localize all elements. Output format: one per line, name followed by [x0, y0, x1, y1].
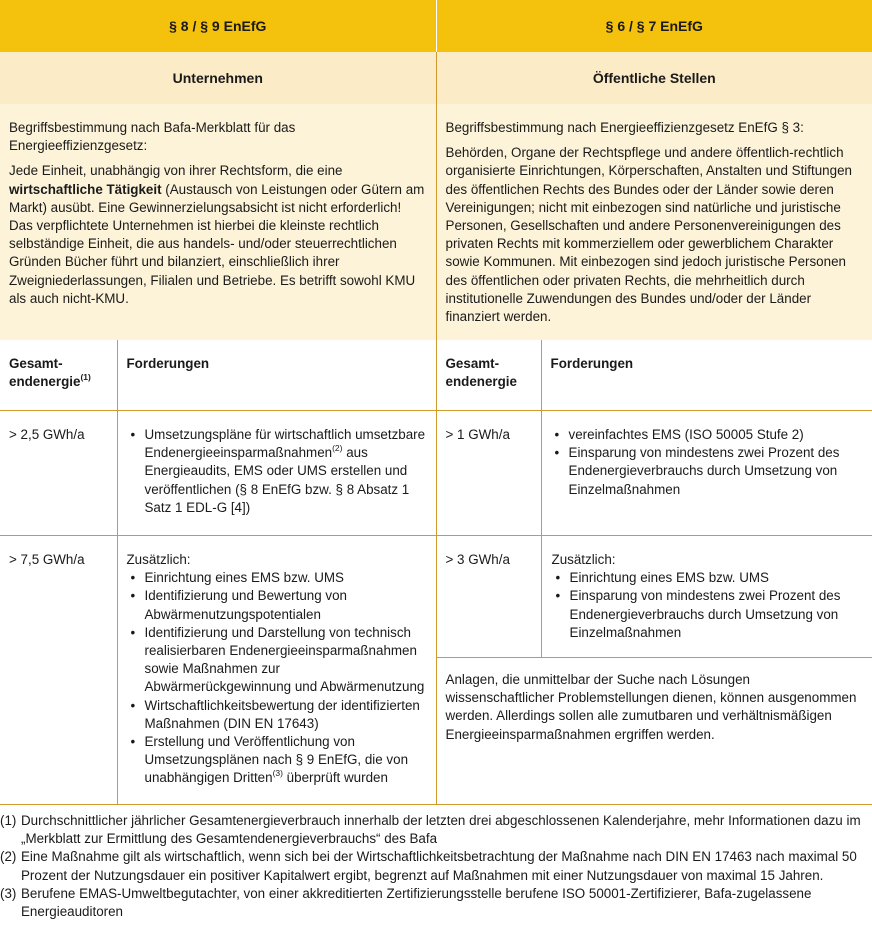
left-requirements-1: [117, 411, 436, 536]
list-item: • Einsparung von mindestens zwei Prozent des Endenergieverbrauchs durch Umsetzung von Einzelmaßnahmen: [552, 587, 863, 642]
row-tier-1: [0, 411, 872, 536]
right-subtitle: Öffentliche Stellen: [436, 52, 872, 104]
left-requirements-header: [117, 340, 436, 411]
requirements-header-text: Forderungen: [126, 356, 210, 371]
item-text: überprüft wurden: [282, 770, 388, 786]
right-definition: [436, 104, 872, 340]
energy-header-line2: endenergie: [445, 374, 517, 390]
list-item: • Identifizierung und Darstellung von technisch realisierbaren Endenergieeinsparmaßnahmen sowie Maßnahmen zur Abwärmerückgewinnung und Abwärmenutzung: [127, 624, 426, 697]
footnote-3: [0, 885, 872, 921]
footnote-text: Durchschnittlicher jährlicher Gesamtenergieverbrauch innerhalb der letzten drei abgeschlossenen Kalenderjahre, mehr Informationen dazu im „Merkblatt zur Ermittlung des Gesamtendenergieverbrauchs“ des Bafa: [21, 813, 861, 847]
row-tier-2: [0, 536, 872, 805]
list-item: • Einrichtung eines EMS bzw. UMS: [127, 569, 426, 587]
left-definition-text-2: (Austausch von Leistungen oder Gütern am Markt) ausübt. Eine Gewinnerzielungsabsicht ist nicht erforderlich! Das verpflichtete Unternehmen ist hierbei die kleinste rechtlich selbständige Einheit, die aus handels- und/oder steuerrechtlichen Gründen Bücher führt und bilanziert, einschließlich ihrer Zweigniederlassungen, Filialen und Betriebe. Es betrifft sowohl KMU als auch nicht-KMU.: [9, 181, 425, 306]
subtitle-row: [0, 52, 872, 104]
left-subtitle: Unternehmen: [0, 52, 436, 104]
additional-label: Zusätzlich:: [126, 552, 191, 567]
threshold-value: > 1 GWh/a: [445, 427, 510, 442]
left-definition: [0, 104, 436, 340]
item-text: Umsetzungspläne für wirtschaftlich umsetzbare Endenergieeinsparmaßnahmen: [144, 427, 426, 461]
energy-header-line2: endenergie: [9, 374, 81, 390]
list-item: [127, 426, 426, 517]
left-threshold-2: [0, 536, 117, 805]
right-threshold-1: [436, 411, 541, 536]
left-threshold-1: [0, 411, 117, 536]
right-title: § 6 / § 7 EnEfG: [436, 0, 872, 52]
footnotes: [0, 812, 872, 921]
threshold-value: > 2,5 GWh/a: [9, 427, 85, 442]
list-item: • Einsparung von mindestens zwei Prozent des Endenergieverbrauchs durch Umsetzung von Einzelmaßnahmen: [551, 444, 863, 499]
right-tier-2-requirements: [437, 536, 872, 658]
footnote-2: [0, 848, 872, 884]
list-item: • Einrichtung eines EMS bzw. UMS: [552, 569, 863, 587]
right-requirements-1: [541, 411, 872, 536]
left-requirements-2: [117, 536, 436, 805]
item-text: aus Energieaudits, EMS oder UMS erstellen und veröffentlichen (§ 8 EnEfG bzw. § 8 Absatz 1 Satz 1 EDL-G [4]): [144, 445, 410, 515]
footnote-1: [0, 812, 872, 848]
threshold-value: > 7,5 GWh/a: [9, 552, 85, 567]
left-definition-body: [9, 162, 426, 308]
footnote-ref: (2): [332, 443, 343, 454]
right-energy-header: [436, 340, 541, 411]
right-tier-2-block: [436, 536, 872, 805]
left-title: § 8 / § 9 EnEfG: [0, 0, 436, 52]
list-item: [127, 733, 426, 788]
footnote-ref: (3): [272, 768, 283, 779]
right-requirements-header: [541, 340, 872, 411]
left-definition-text-1: Jede Einheit, unabhängig von ihrer Rechtsform, die eine: [9, 163, 343, 179]
footnote-text: Eine Maßnahme gilt als wirtschaftlich, wenn sich bei der Wirtschaftlichkeitsbetrachtung der Maßnahme nach DIN EN 17463 nach maximal 50 Prozent der Nutzungsdauer ein positiver Kapitalwert ergibt, begrenzt auf Maßnahmen mit einer Nutzungsdauer von maximal 15 Jahren.: [21, 849, 857, 883]
footnote-text: Berufene EMAS-Umweltbegutachter, von einer akkreditierten Zertifizierungsstelle berufene ISO 50001-Zertifizierer, Bafa-zugelassene Energieauditoren: [21, 885, 812, 920]
item-text: Erstellung und Veröffentlichung von Umsetzungsplänen nach § 9 EnEfG, die von unabhängigen Dritten: [144, 734, 409, 786]
definition-row: [0, 104, 872, 340]
threshold-value: > 3 GWh/a: [437, 536, 542, 657]
footnote-number: (3): [0, 885, 17, 901]
left-energy-header: [0, 340, 117, 411]
list-item: • vereinfachtes EMS (ISO 50005 Stufe 2): [551, 426, 863, 444]
footnote-number: (1): [0, 813, 17, 828]
additional-label: Zusätzlich:: [551, 552, 616, 567]
right-definition-body: Behörden, Organe der Rechtspflege und andere öffentlich-rechtlich organisierte Einrichtungen, Körperschaften, Anstalten und Stiftungen des öffentlichen Rechts des Bundes oder der Länder sowie deren Vereinigungen; nicht mit einbezogen sind natürliche und juristische Personen, Gesellschaften und andere Personenvereinigungen des privaten Rechts mit kommerziellem oder gewerblichem Charakter sowie Kommunen. Mit einbezogen sind jedoch juristische Personen des öffentlichen oder privaten Rechts, die mehrheitlich durch institutionelle Zuwendungen des Bundes und/oder der Länder finanziert werden.: [445, 145, 852, 325]
list-item: • Wirtschaftlichkeitsbewertung der identifizierten Maßnahmen (DIN EN 17643): [127, 697, 426, 733]
left-definition-bold: wirtschaftliche Tätigkeit: [9, 181, 162, 197]
footnote-number: (2): [0, 849, 17, 865]
title-row: [0, 0, 872, 52]
right-definition-lead: Begriffsbestimmung nach Energieeffizienzgesetz EnEfG § 3:: [445, 120, 804, 135]
energy-header-line1: Gesamt-: [9, 356, 63, 371]
energy-footnote-ref: (1): [80, 372, 91, 383]
energy-header-line1: Gesamt-: [445, 356, 500, 371]
left-definition-lead: Begriffsbestimmung nach Bafa-Merkblatt für das Energieeffizienzgesetz:: [9, 120, 296, 154]
requirements-header-text: Forderungen: [550, 356, 634, 371]
research-exemption-note: Anlagen, die unmittelbar der Suche nach Lösungen wissenschaftlicher Problemstellungen dienen, können ausgenommen werden. Allerdings sollen alle zumutbaren und verhältnismäßigen Energieeinsparmaßnahmen ergriffen werden.: [445, 672, 857, 742]
column-header-row: [0, 340, 872, 411]
list-item: • Identifizierung und Bewertung von Abwärmenutzungspotentialen: [127, 587, 426, 623]
